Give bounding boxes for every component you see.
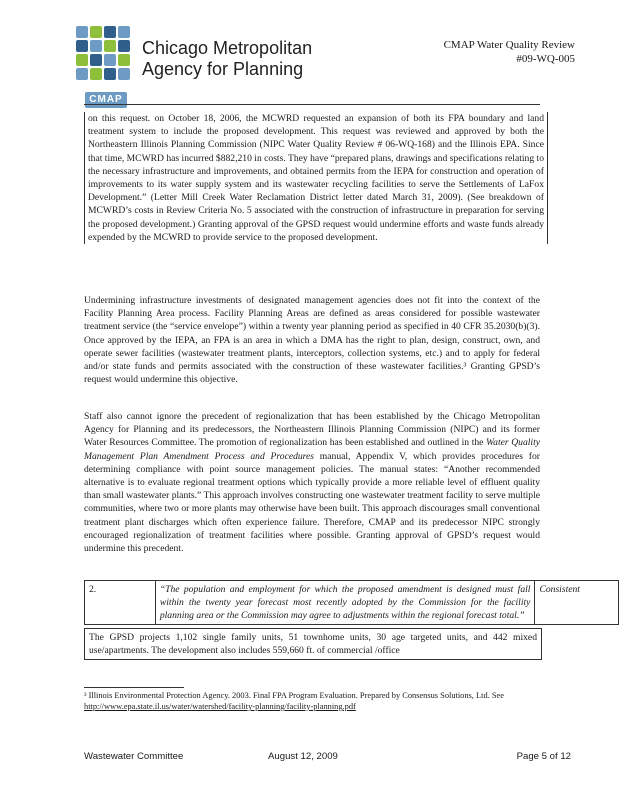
regionalization-text-a: Staff also cannot ignore the precedent of regionalization that has been established by the Chicago Metropolitan Agency for Planning and its predecessors, the Northeastern Illinois Planning Commission (NIPC) and its former Water Resources Committee. The promotion of regionalization has been established and outlined in the bbox=[84, 411, 540, 449]
footer-page-number: Page 5 of 12 bbox=[516, 751, 571, 762]
footnote-text: ³ Illinois Environmental Protection Agency. 2003. Final FPA Program Evaluation. Prepared by Consensus Solutions, Ltd. See bbox=[84, 691, 504, 700]
manual-title: Water Quality Management Plan Amendment Process and Procedures bbox=[84, 437, 540, 462]
org-name-line-2: Agency for Planning bbox=[142, 59, 304, 79]
paragraph-regionalization bbox=[84, 410, 540, 555]
paragraph-infrastructure: Undermining infrastructure investments of designated management agencies does not fit into the context of the Facility Planning Area process. Facility Planning Areas are defined as areas considered for possible wastewater treatment service (the “service envelope”) within a twenty year planning period as specified in 40 CFR 35.2030(b)(3). Once approved by the IEPA, an FPA is an area in which a DMA has the right to plan, design, construct, own, and operate sewer facilities (wastewater treatment plants, interceptors, collection systems, etc.) and to apply for federal and/or state funds and permits associated with the construction of these wastewater facilities.³ Granting GPSD’s request would undermine this objective. bbox=[84, 295, 540, 386]
review-number: #09-WQ-005 bbox=[516, 53, 575, 65]
criterion-table bbox=[84, 580, 619, 625]
regionalization-text-b: manual, Appendix V, which provides procedures for determining compliance with point source management policies. The manual states: “Another recommended alternative is to evaluate regional treatment options which typically provide a more reliable level of effluent quality than small wastewater plants.” This approach involves constructing one wastewater treatment facility to serve multiple communities, where two or more plants may otherwise have been built. This approach discourages small conventional treatment plant discharges which often experience failure. Therefore, CMAP and its predecessor NIPC strongly encouraged regionalization of treatment facilities where possible. Granting approval of GPSD’s request would undermine this precedent. bbox=[84, 450, 540, 555]
logo-badge: CMAP bbox=[85, 92, 127, 108]
org-name-line-1: Chicago Metropolitan bbox=[142, 38, 313, 58]
footer-date: August 12, 2009 bbox=[268, 751, 338, 762]
organization-name bbox=[142, 38, 342, 80]
header-divider bbox=[84, 104, 540, 105]
cmap-logo bbox=[76, 26, 132, 82]
paragraph-mcwrd-costs: on this request. on October 18, 2006, the MCWRD requested an expansion of both its FPA boundary and land treatment system to include the proposed development. This request was reviewed and approved by both the Northeastern Illinois Planning Commission (NIPC Water Quality Review # 06-WQ-168) and the Illinois EPA. Since that time, MCWRD has incurred $882,210 in costs. They have “prepared plans, drawings and specifications relating to the necessary infrastructure and improvements, and obtained permits from the IEPA for construction and operation of improvements to its water supply system and its wastewater recycling facilities to serve the Settlements of LaFox Development.” (Letter Mill Creek Water Reclamation District letter dated March 31, 2009). (See breakdown of MCWRD’s costs in Review Criteria No. 5 associated with the construction of infrastructure in preparation for serving the proposed development.) Granting approval of the GPSD request would undermine efforts and waste funds already expended by the MCWRD to provide service to the proposed development. bbox=[84, 112, 548, 244]
footer-committee: Wastewater Committee bbox=[84, 751, 184, 762]
criterion-row bbox=[85, 581, 619, 625]
criterion-text: “The population and employment for which the proposed amendment is designed must fall within the twenty year forecast most recently adopted by the Commission for the facility planning area or the Commission may agree to adjustments within the regional forecast total.” bbox=[155, 581, 535, 625]
criterion-status: Consistent bbox=[535, 581, 619, 625]
footnote-link[interactable]: http://www.epa.state.il.us/water/watershed/facility-planning/facility-planning.pdf bbox=[84, 702, 356, 711]
paragraph-population: The GPSD projects 1,102 single family units, 51 townhome units, 30 age targeted units, and 442 mixed use/apartments. The development also includes 559,660 ft. of commercial /office bbox=[84, 628, 542, 660]
footnote-divider bbox=[84, 687, 184, 688]
footnote bbox=[84, 690, 540, 712]
criterion-number: 2. bbox=[85, 581, 156, 625]
review-header bbox=[355, 38, 575, 66]
review-title: CMAP Water Quality Review bbox=[443, 39, 575, 51]
